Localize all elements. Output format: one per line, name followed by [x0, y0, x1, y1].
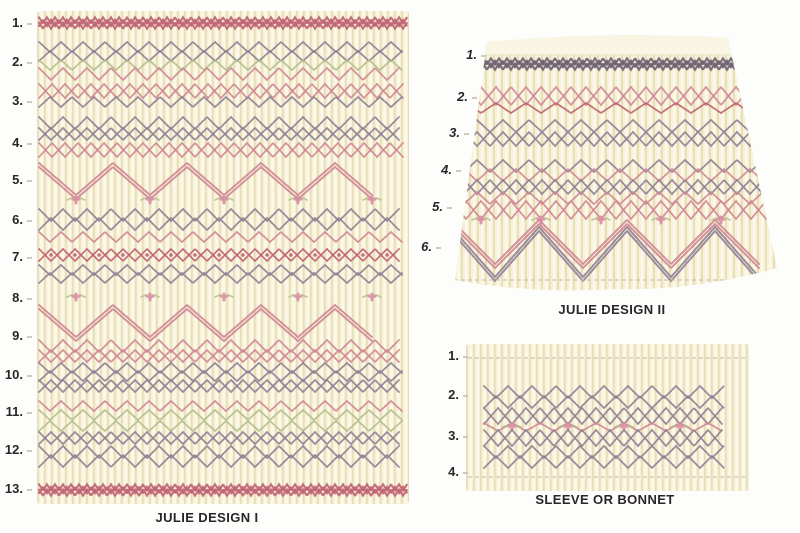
row-tick-icon [447, 207, 452, 209]
row-tick-icon [27, 375, 32, 377]
design2-row-label-4: 4. [431, 161, 461, 178]
caption-sleeve-or-bonnet: SLEEVE OR BONNET [535, 492, 675, 507]
row-tick-icon [27, 412, 32, 414]
row-tick-icon [481, 55, 486, 57]
sleeve-row-label-3: 3. [438, 427, 468, 444]
row-tick-icon [27, 298, 32, 300]
row-tick-icon [27, 62, 32, 64]
row-tick-icon [456, 170, 461, 172]
row-tick-icon [463, 472, 468, 474]
design1-row-label-6: 6. [2, 211, 32, 228]
julie-design-1-swatch [37, 9, 409, 507]
design2-row-label-1: 1. [456, 46, 486, 63]
design2-row-label-2: 2. [447, 88, 477, 105]
design2-row-label-5: 5. [422, 198, 452, 215]
design1-row-label-7: 7. [2, 248, 32, 265]
sleeve-or-bonnet-swatch [466, 342, 749, 493]
design1-row-label-4: 4. [2, 134, 32, 151]
row-tick-icon [472, 97, 477, 99]
design2-row-label-6: 6. [411, 238, 441, 255]
design2-row-label-3: 3. [439, 124, 469, 141]
row-tick-icon [27, 220, 32, 222]
design1-row-label-12: 12. [2, 441, 32, 458]
design1-row-label-11: 11. [2, 403, 32, 420]
design1-row-label-10: 10. [2, 366, 32, 383]
julie-design-2-swatch [445, 28, 785, 300]
row-tick-icon [27, 23, 32, 25]
row-tick-icon [27, 101, 32, 103]
design1-row-label-1: 1. [2, 14, 32, 31]
row-tick-icon [463, 395, 468, 397]
row-tick-icon [27, 180, 32, 182]
design1-row-label-13: 13. [2, 480, 32, 497]
row-tick-icon [27, 143, 32, 145]
row-tick-icon [27, 450, 32, 452]
design1-row-label-8: 8. [2, 289, 32, 306]
design1-row-label-3: 3. [2, 92, 32, 109]
row-tick-icon [27, 336, 32, 338]
caption-julie-design-1: JULIE DESIGN I [155, 510, 259, 525]
row-tick-icon [464, 133, 469, 135]
caption-julie-design-2: JULIE DESIGN II [558, 302, 666, 317]
sleeve-row-label-4: 4. [438, 463, 468, 480]
design1-row-label-9: 9. [2, 327, 32, 344]
row-tick-icon [27, 257, 32, 259]
design1-row-label-5: 5. [2, 171, 32, 188]
row-tick-icon [463, 436, 468, 438]
row-tick-icon [27, 489, 32, 491]
row-tick-icon [436, 247, 441, 249]
sleeve-row-label-2: 2. [438, 386, 468, 403]
row-tick-icon [463, 356, 468, 358]
design1-row-label-2: 2. [2, 53, 32, 70]
sleeve-row-label-1: 1. [438, 347, 468, 364]
